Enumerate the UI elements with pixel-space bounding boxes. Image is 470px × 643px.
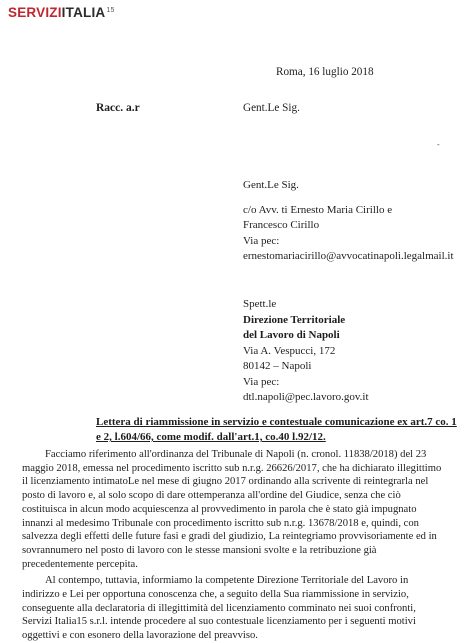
addressee-block (243, 178, 454, 265)
copy-recipient-block (243, 297, 369, 406)
letter-body (22, 448, 454, 643)
copy-recipient-line: Via A. Vespucci, 172 (243, 344, 336, 357)
body-line: sovrannumero nel posto di lavoro con le stesse mansioni svolte e la retribuzione già (22, 544, 377, 556)
copy-recipient-name: Direzione Territoriale (243, 313, 346, 326)
body-line: maggio 2018, emessa nel procedimento iscritto sub n.r.g. 26626/2017, che ha dichiarato illegittimo (22, 462, 442, 474)
stray-mark: - (437, 140, 440, 149)
subject-line: Lettera di riammissione in servizio e contestuale comunicazione ex art.7 co. 1 (96, 416, 457, 428)
recipient-greeting: Gent.Le Sig. (243, 102, 300, 114)
body-line: conseguente alla declaratoria di illegittimità del licenziamento comminato nei suoi confronti, (22, 602, 416, 614)
delivery-method: Racc. a.r (96, 102, 140, 114)
body-line: oggettivi e con esonero della lavorazione del preavviso. (22, 630, 258, 642)
subject-line: e 2, l.604/66, come modif. dall'art.1, co.40 l.92/12. (96, 431, 326, 443)
body-line: indirizzo e Lei per opportuna conoscenza che, a seguito della Sua riammissione in servizio, (22, 589, 409, 601)
letter-subject (96, 415, 457, 445)
body-paragraph-2 (22, 574, 454, 643)
body-line: costituisca in alcun modo acquiescenza al provvedimento in parola che è stato già impugnato (22, 503, 417, 515)
logo-word-italia: ITALIA (61, 5, 106, 20)
copy-recipient-name: del Lavoro di Napoli (243, 329, 340, 341)
body-line: Facciamo riferimento all'ordinanza del Tribunale di Napoli (n. cronol. 11838/2018) del 23 (45, 449, 427, 460)
body-line: precedentemente percepita. (22, 558, 138, 570)
addressee-greeting: Gent.Le Sig. (243, 179, 299, 191)
body-line: innanzi al medesimo Tribunale con procedimento iscritto sub n.r.g. 13678/2018 e, quindi, con (22, 517, 419, 529)
copy-recipient-label: Spett.le (243, 298, 277, 310)
company-logo (8, 5, 115, 20)
addressee-line: c/o Avv. ti Ernesto Maria Cirillo e (243, 203, 393, 216)
addressee-pec-address: ernestomariacirillo@avvocatinapoli.legalmail.it (243, 250, 454, 262)
addressee-line: Via pec: (243, 234, 280, 247)
body-line: il licenziamento intimatoLe nel mese di giugno 2017 ordinando alla scrivente di reintegrarla nel (22, 476, 429, 488)
body-line: Al contempo, tuttavia, informiamo la competente Direzione Territoriale del Lavoro in (45, 575, 409, 587)
body-line: salvezza degli effetti delle future fasi e gradi del giudizio, La reintegriamo provvisoriamente ed in (22, 531, 437, 543)
body-paragraph-1 (22, 448, 454, 571)
body-line: Servizi Italia15 s.r.l. intende procedere al suo contestuale licenziamento per i seguenti motivi (22, 616, 416, 628)
body-line: posto di lavoro e, al solo scopo di dare ottemperanza all'ordine del Giudice, senza che ciò (22, 490, 401, 502)
logo-suffix: 15 (106, 7, 115, 14)
logo-word-servizi: SERVIZI (8, 5, 62, 20)
addressee-line: Francesco Cirillo (243, 219, 320, 231)
copy-recipient-pec-address: dtl.napoli@pec.lavoro.gov.it (243, 391, 369, 403)
dateline: Roma, 16 luglio 2018 (276, 66, 374, 78)
copy-recipient-line: Via pec: (243, 375, 280, 388)
copy-recipient-line: 80142 – Napoli (243, 360, 312, 372)
